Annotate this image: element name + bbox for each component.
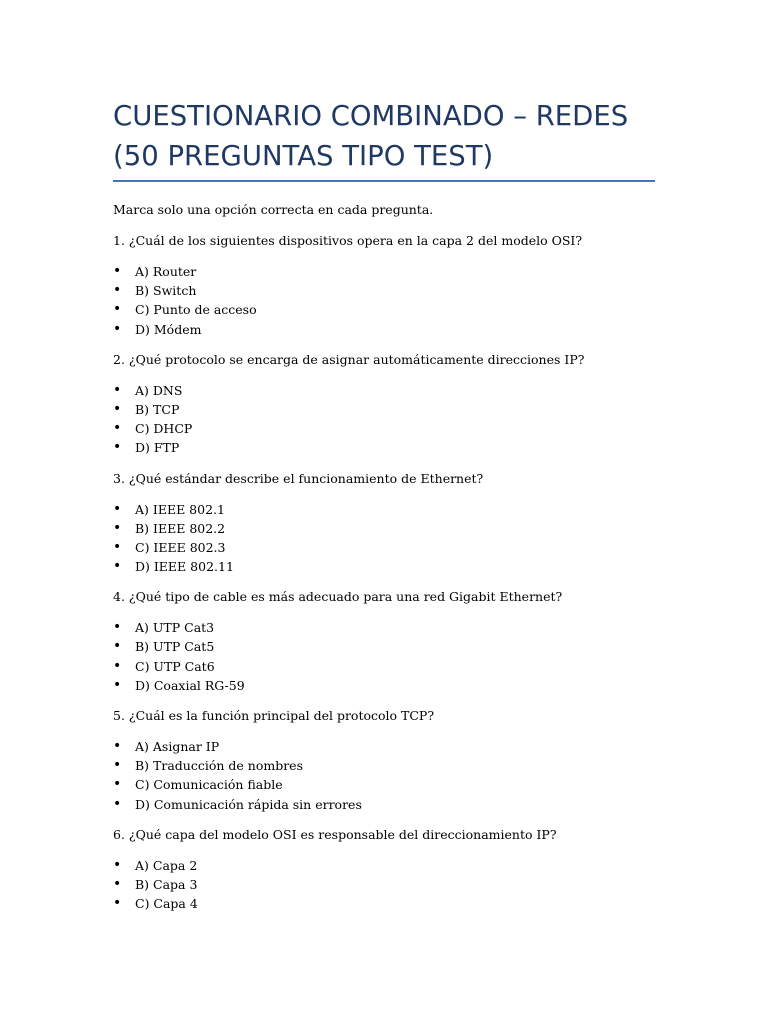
document-title	[113, 96, 673, 176]
list-item	[113, 281, 673, 300]
option-label: A) Capa 2	[135, 857, 198, 873]
title-underline	[113, 180, 655, 182]
list-item	[113, 557, 673, 576]
list-item	[113, 756, 673, 775]
list-item	[113, 775, 673, 794]
option-label: D) IEEE 802.11	[135, 559, 234, 575]
question-4: 4. ¿Qué tipo de cable es más adecuado para una red Gigabit Ethernet?	[113, 589, 563, 605]
list-item	[113, 262, 673, 281]
question-2: 2. ¿Qué protocolo se encarga de asignar automáticamente direcciones IP?	[113, 351, 585, 367]
bullet-icon: •	[113, 558, 122, 575]
option-label: A) IEEE 802.1	[135, 501, 225, 517]
bullet-icon: •	[113, 619, 122, 636]
list-item	[113, 737, 673, 756]
bullet-icon: •	[113, 420, 122, 437]
title-line-1: CUESTIONARIO COMBINADO – REDES	[113, 100, 629, 132]
bullet-icon: •	[113, 757, 122, 774]
option-label: A) Router	[135, 264, 197, 279]
bullet-icon: •	[113, 795, 122, 812]
bullet-icon: •	[113, 856, 122, 873]
question-3-options	[113, 500, 673, 577]
bullet-icon: •	[113, 381, 122, 398]
list-item	[113, 637, 673, 656]
option-label: B) TCP	[135, 401, 180, 417]
bullet-icon: •	[113, 439, 122, 456]
list-item	[113, 618, 673, 637]
bullet-icon: •	[113, 538, 122, 555]
list-item	[113, 676, 673, 695]
list-item	[113, 657, 673, 676]
question-6: 6. ¿Qué capa del modelo OSI es responsable del direccionamiento IP?	[113, 826, 557, 842]
option-label: A) UTP Cat3	[135, 620, 215, 636]
bullet-icon: •	[113, 263, 122, 279]
option-label: D) Comunicación rápida sin errores	[135, 796, 362, 812]
intro-paragraph: Marca solo una opción correcta en cada pregunta.	[113, 202, 434, 217]
option-label: C) Capa 4	[135, 896, 198, 912]
list-item	[113, 381, 673, 400]
question-5-options	[113, 737, 673, 814]
document-body	[113, 200, 673, 913]
list-item	[113, 400, 673, 419]
question-5: 5. ¿Cuál es la función principal del protocolo TCP?	[113, 708, 435, 723]
option-label: C) IEEE 802.3	[135, 539, 226, 555]
option-label: A) DNS	[135, 382, 183, 398]
bullet-icon: •	[113, 875, 122, 892]
question-1-options	[113, 262, 673, 339]
list-item	[113, 519, 673, 538]
option-label: C) Punto de acceso	[135, 302, 257, 318]
list-item	[113, 438, 673, 457]
bullet-icon: •	[113, 776, 122, 793]
option-label: C) Comunicación fiable	[135, 777, 283, 793]
option-label: C) UTP Cat6	[135, 658, 215, 674]
list-item	[113, 500, 673, 519]
bullet-icon: •	[113, 519, 122, 536]
bullet-icon: •	[113, 301, 122, 318]
question-2-options	[113, 381, 673, 458]
bullet-icon: •	[113, 738, 122, 754]
option-label: C) DHCP	[135, 421, 193, 437]
bullet-icon: •	[113, 638, 122, 655]
list-item	[113, 894, 673, 913]
list-item	[113, 856, 673, 875]
option-label: D) FTP	[135, 440, 180, 456]
list-item	[113, 419, 673, 438]
option-label: B) UTP Cat5	[135, 639, 215, 655]
option-label: B) Capa 3	[135, 876, 198, 892]
question-4-options	[113, 618, 673, 695]
bullet-icon: •	[113, 500, 122, 517]
option-label: B) IEEE 802.2	[135, 520, 226, 536]
bullet-icon: •	[113, 320, 122, 337]
bullet-icon: •	[113, 400, 122, 417]
option-label: B) Traducción de nombres	[135, 758, 303, 774]
question-3: 3. ¿Qué estándar describe el funcionamiento de Ethernet?	[113, 470, 484, 486]
question-6-options	[113, 856, 673, 914]
bullet-icon: •	[113, 657, 122, 674]
title-line-2: (50 PREGUNTAS TIPO TEST)	[113, 140, 494, 172]
list-item	[113, 300, 673, 319]
list-item	[113, 875, 673, 894]
bullet-icon: •	[113, 282, 122, 299]
option-label: D) Módem	[135, 321, 202, 337]
option-label: D) Coaxial RG-59	[135, 677, 245, 693]
list-item	[113, 795, 673, 814]
list-item	[113, 538, 673, 557]
option-label: B) Switch	[135, 283, 197, 299]
option-label: A) Asignar IP	[135, 739, 220, 754]
list-item	[113, 320, 673, 339]
question-1: 1. ¿Cuál de los siguientes dispositivos opera en la capa 2 del modelo OSI?	[113, 233, 583, 248]
bullet-icon: •	[113, 676, 122, 693]
bullet-icon: •	[113, 895, 122, 912]
